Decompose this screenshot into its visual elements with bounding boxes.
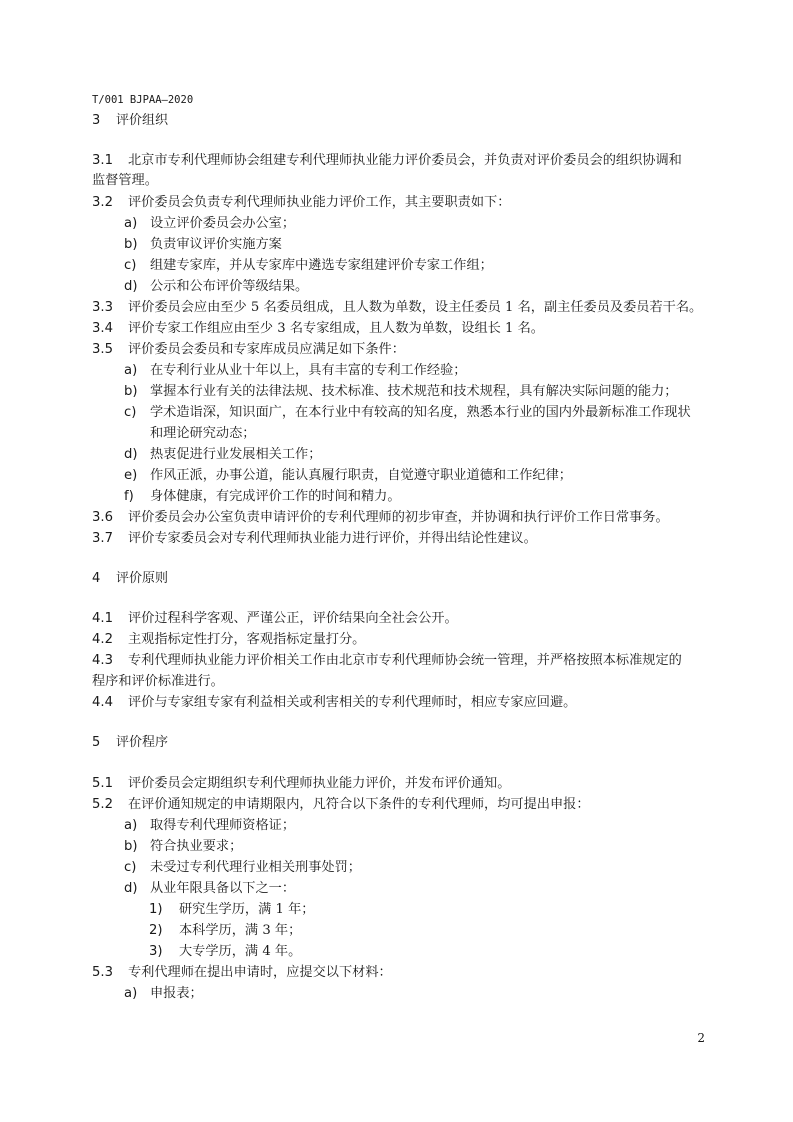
clause-number: 4.2 [92, 632, 113, 647]
clause-number: 3.6 [92, 510, 113, 525]
clause-number: f) [124, 489, 134, 504]
clause-number: 1) [149, 902, 163, 917]
clause-number: b) [124, 237, 138, 252]
clause-text: 程序和评价标准进行。 [92, 674, 224, 689]
clause-number: 4.4 [92, 695, 113, 710]
clause-number: b) [124, 839, 138, 854]
clause-number: 3.1 [92, 153, 113, 168]
clause-text: 评价委员会负责专利代理师执业能力评价工作，其主要职责如下： [128, 195, 511, 210]
clause-number: 3.7 [92, 531, 113, 546]
clause-text: 申报表； [150, 986, 203, 1001]
clause-text: 评价专家委员会对专利代理师执业能力进行评价，并得出结论性建议。 [128, 531, 537, 546]
clause-number: 2) [149, 923, 163, 938]
clause-number: 3.5 [92, 342, 113, 357]
clause-number: a) [124, 363, 138, 378]
clause-text: 北京市专利代理师协会组建专利代理师执业能力评价委员会，并负责对评价委员会的组织协调和 [128, 153, 682, 168]
clause-number: 5.2 [92, 797, 113, 812]
clause-text: 取得专利代理师资格证； [150, 818, 296, 833]
clause-number: b) [124, 384, 138, 399]
clause-number: 4.3 [92, 653, 113, 668]
clause-text: 设立评价委员会办公室； [150, 216, 296, 231]
clause-text: 符合执业要求； [150, 839, 243, 854]
clause-text: 大专学历，满 4 年。 [179, 944, 302, 959]
clause-text: 监督管理。 [92, 173, 158, 188]
clause-text: 从业年限具备以下之一： [150, 881, 296, 896]
clause-text: 热衷促进行业发展相关工作； [150, 447, 322, 462]
clause-number: e) [124, 468, 138, 483]
clause-number: 5.3 [92, 965, 113, 980]
clause-text: 评价组织 [116, 113, 169, 128]
clause-text: 评价委员会定期组织专利代理师执业能力评价，并发布评价通知。 [128, 776, 511, 791]
clause-number: 3 [92, 113, 101, 128]
clause-text: 主观指标定性打分，客观指标定量打分。 [128, 632, 366, 647]
clause-text: 和理论研究动态； [150, 426, 256, 441]
clause-number: d) [124, 881, 138, 896]
clause-text: 在评价通知规定的申请期限内，凡符合以下条件的专利代理师，均可提出申报： [128, 797, 590, 812]
clause-number: 5 [92, 735, 101, 750]
clause-text: 学术造诣深，知识面广，在本行业中有较高的知名度，熟悉本行业的国内外最新标准工作现状 [150, 405, 691, 420]
clause-number: 4.1 [92, 611, 113, 626]
clause-text: 评价原则 [116, 571, 169, 586]
clause-text: 掌握本行业有关的法律法规、技术标准、技术规范和技术规程，具有解决实际问题的能力； [150, 384, 678, 399]
clause-number: 5.1 [92, 776, 113, 791]
clause-text: 专利代理师在提出申请时，应提交以下材料： [128, 965, 392, 980]
clause-text: 评价专家工作组应由至少 3 名专家组成，且人数为单数，设组长 1 名。 [128, 321, 544, 336]
clause-number: c) [124, 258, 137, 273]
clause-text: 评价与专家组专家有利益相关或利害相关的专利代理师时，相应专家应回避。 [128, 695, 577, 710]
clause-number: d) [124, 279, 138, 294]
document-id-header: T/001 BJPAA—2020 [92, 94, 194, 106]
clause-text: 评价程序 [116, 735, 169, 750]
clause-number: d) [124, 447, 138, 462]
clause-text: 评价委员会委员和专家库成员应满足如下条件： [128, 342, 405, 357]
clause-number: 3) [149, 944, 163, 959]
clause-text: 在专利行业从业十年以上，具有丰富的专利工作经验； [150, 363, 467, 378]
clause-text: 专利代理师执业能力评价相关工作由北京市专利代理师协会统一管理，并严格按照本标准规定的 [128, 653, 682, 668]
page-number: 2 [697, 1031, 705, 1045]
clause-number: 3.3 [92, 300, 113, 315]
clause-number: 4 [92, 571, 101, 586]
clause-number: a) [124, 986, 138, 1001]
clause-text: 组建专家库，并从专家库中遴选专家组建评价专家工作组； [150, 258, 493, 273]
clause-number: a) [124, 818, 138, 833]
clause-text: 负责审议评价实施方案 [150, 237, 282, 252]
clause-number: 3.4 [92, 321, 113, 336]
clause-number: c) [124, 860, 137, 875]
clause-text: 未受过专利代理行业相关刑事处罚； [150, 860, 361, 875]
clause-number: a) [124, 216, 138, 231]
clause-text: 评价过程科学客观、严谨公正，评价结果向全社会公开。 [128, 611, 458, 626]
clause-text: 公示和公布评价等级结果。 [150, 279, 309, 294]
clause-text: 研究生学历，满 1 年； [179, 902, 315, 917]
clause-text: 评价委员会应由至少 5 名委员组成，且人数为单数，设主任委员 1 名，副主任委员及委员若干名。 [128, 300, 703, 315]
clause-number: c) [124, 405, 137, 420]
clause-text: 身体健康，有完成评价工作的时间和精力。 [150, 489, 401, 504]
clause-text: 本科学历，满 3 年； [179, 923, 302, 938]
clause-text: 作风正派，办事公道，能认真履行职责，自觉遵守职业道德和工作纪律； [150, 468, 572, 483]
clause-text: 评价委员会办公室负责申请评价的专利代理师的初步审查，并协调和执行评价工作日常事务。 [128, 510, 669, 525]
clause-number: 3.2 [92, 195, 113, 210]
